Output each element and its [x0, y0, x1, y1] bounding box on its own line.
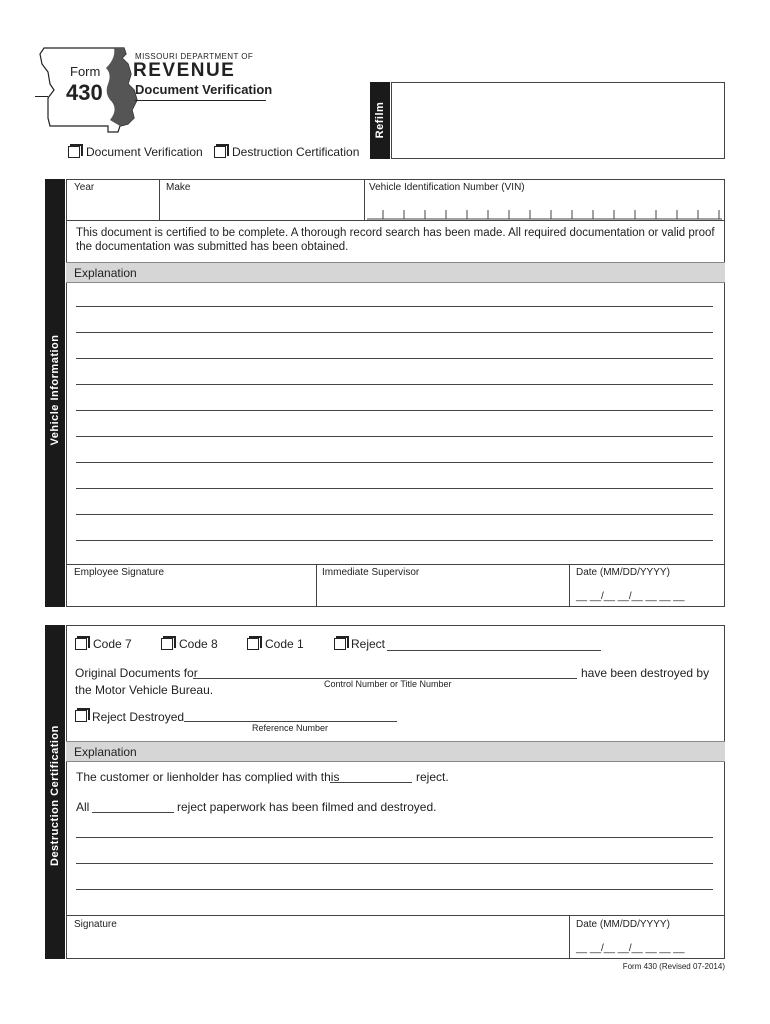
destruction-certification-checkbox[interactable] — [214, 146, 226, 158]
explanation-line — [76, 837, 713, 838]
vehicle-explanation-header — [66, 262, 725, 283]
explanation-line — [76, 332, 713, 333]
make-label: Make — [166, 182, 191, 193]
form-label: Form — [70, 64, 101, 79]
destruction-explanation-header — [66, 741, 725, 762]
dept-name-logo: REVENUE — [133, 60, 236, 81]
refilm-sidebar — [370, 82, 390, 159]
vehicle-signature-row-top — [66, 564, 725, 565]
signature-date-divider — [569, 915, 570, 959]
form-number: 430 — [66, 80, 103, 105]
make-field[interactable] — [160, 195, 363, 219]
destruction-signature-row-top — [66, 915, 725, 916]
control-number-caption: Control Number or Title Number — [324, 679, 452, 689]
code7-checkbox[interactable] — [75, 638, 87, 650]
vehicle-info-section-label: Vehicle Information — [49, 334, 61, 446]
explanation-line — [76, 889, 713, 890]
title-underline — [135, 100, 266, 101]
explanation-line — [76, 462, 713, 463]
supervisor-date-divider — [569, 564, 570, 607]
orig-docs-line2: the Motor Vehicle Bureau. — [75, 683, 214, 697]
complied-field[interactable] — [330, 782, 412, 783]
vehicle-info-sidebar — [45, 179, 65, 607]
all-prefix: All — [76, 800, 90, 814]
vehicle-date-label: Date (MM/DD/YYYY) — [576, 567, 670, 578]
code8-checkbox[interactable] — [161, 638, 173, 650]
employee-signature-label: Employee Signature — [74, 567, 165, 578]
destruction-signature-field[interactable] — [67, 932, 568, 958]
vehicle-date-field[interactable]: __ __/__ __/__ __ __ __ — [576, 591, 685, 602]
explanation-line — [76, 358, 713, 359]
code1-label: Code 1 — [265, 637, 304, 651]
vin-character-boxes[interactable] — [366, 200, 724, 220]
orig-docs-suffix: have been destroyed by — [581, 666, 710, 680]
certification-text-line2: the documentation was submitted has been obtained. — [76, 241, 349, 253]
reference-number-caption: Reference Number — [252, 723, 329, 733]
document-verification-checkbox[interactable] — [68, 146, 80, 158]
destruction-explanation-label: Explanation — [74, 745, 137, 759]
vehicle-explanation-field[interactable] — [76, 285, 713, 543]
explanation-line — [76, 488, 713, 489]
employee-signature-field[interactable] — [67, 580, 315, 606]
explanation-line — [76, 410, 713, 411]
explanation-line — [76, 306, 713, 307]
year-label: Year — [74, 182, 95, 193]
destruction-date-label: Date (MM/DD/YYYY) — [576, 919, 670, 930]
reference-number-field[interactable] — [184, 721, 397, 722]
code1-checkbox[interactable] — [247, 638, 259, 650]
destruction-signature-label: Signature — [74, 919, 117, 930]
form-number-dash — [35, 96, 48, 97]
destruction-explanation-field[interactable] — [76, 822, 713, 892]
reject-destroyed-checkbox[interactable] — [75, 710, 87, 722]
supervisor-field[interactable] — [317, 580, 568, 606]
dept-label: MISSOURI DEPARTMENT OF — [135, 52, 254, 61]
destruction-sidebar — [45, 625, 65, 959]
destruction-section-label: Destruction Certification — [49, 725, 61, 866]
vehicle-explanation-label: Explanation — [74, 266, 137, 280]
refilm-stamp-box[interactable] — [391, 82, 725, 159]
vin-label: Vehicle Identification Number (VIN) — [369, 182, 525, 193]
vehicle-row-bottom — [66, 220, 725, 221]
explanation-line — [76, 540, 713, 541]
complied-prefix: The customer or lienholder has complied with this — [76, 770, 340, 784]
certification-text-line1: This document is certified to be complete. A thorough record search has been made. All required documentation or valid proof — [76, 227, 715, 239]
year-field[interactable] — [67, 195, 158, 219]
explanation-line — [76, 436, 713, 437]
explanation-line — [76, 863, 713, 864]
all-suffix: reject paperwork has been filmed and destroyed. — [177, 800, 437, 814]
complied-suffix: reject. — [416, 770, 449, 784]
form-revision: Form 430 (Revised 07-2014) — [622, 962, 725, 971]
supervisor-label: Immediate Supervisor — [322, 567, 420, 578]
explanation-line — [76, 384, 713, 385]
orig-docs-prefix: Original Documents for — [75, 666, 198, 680]
all-field[interactable] — [92, 812, 174, 813]
reject-label: Reject — [351, 637, 386, 651]
explanation-line — [76, 514, 713, 515]
destruction-certification-label: Destruction Certification — [232, 145, 360, 159]
reject-line-field[interactable] — [387, 650, 601, 651]
make-vin-divider — [364, 179, 365, 220]
form-title: Document Verification — [135, 82, 273, 97]
reject-checkbox[interactable] — [334, 638, 346, 650]
refilm-label: Refilm — [374, 101, 386, 139]
document-verification-label: Document Verification — [86, 145, 203, 159]
code8-label: Code 8 — [179, 637, 218, 651]
destruction-date-field[interactable]: __ __/__ __/__ __ __ __ — [576, 943, 685, 954]
reject-destroyed-label: Reject Destroyed — [92, 710, 185, 724]
code7-label: Code 7 — [93, 637, 132, 651]
